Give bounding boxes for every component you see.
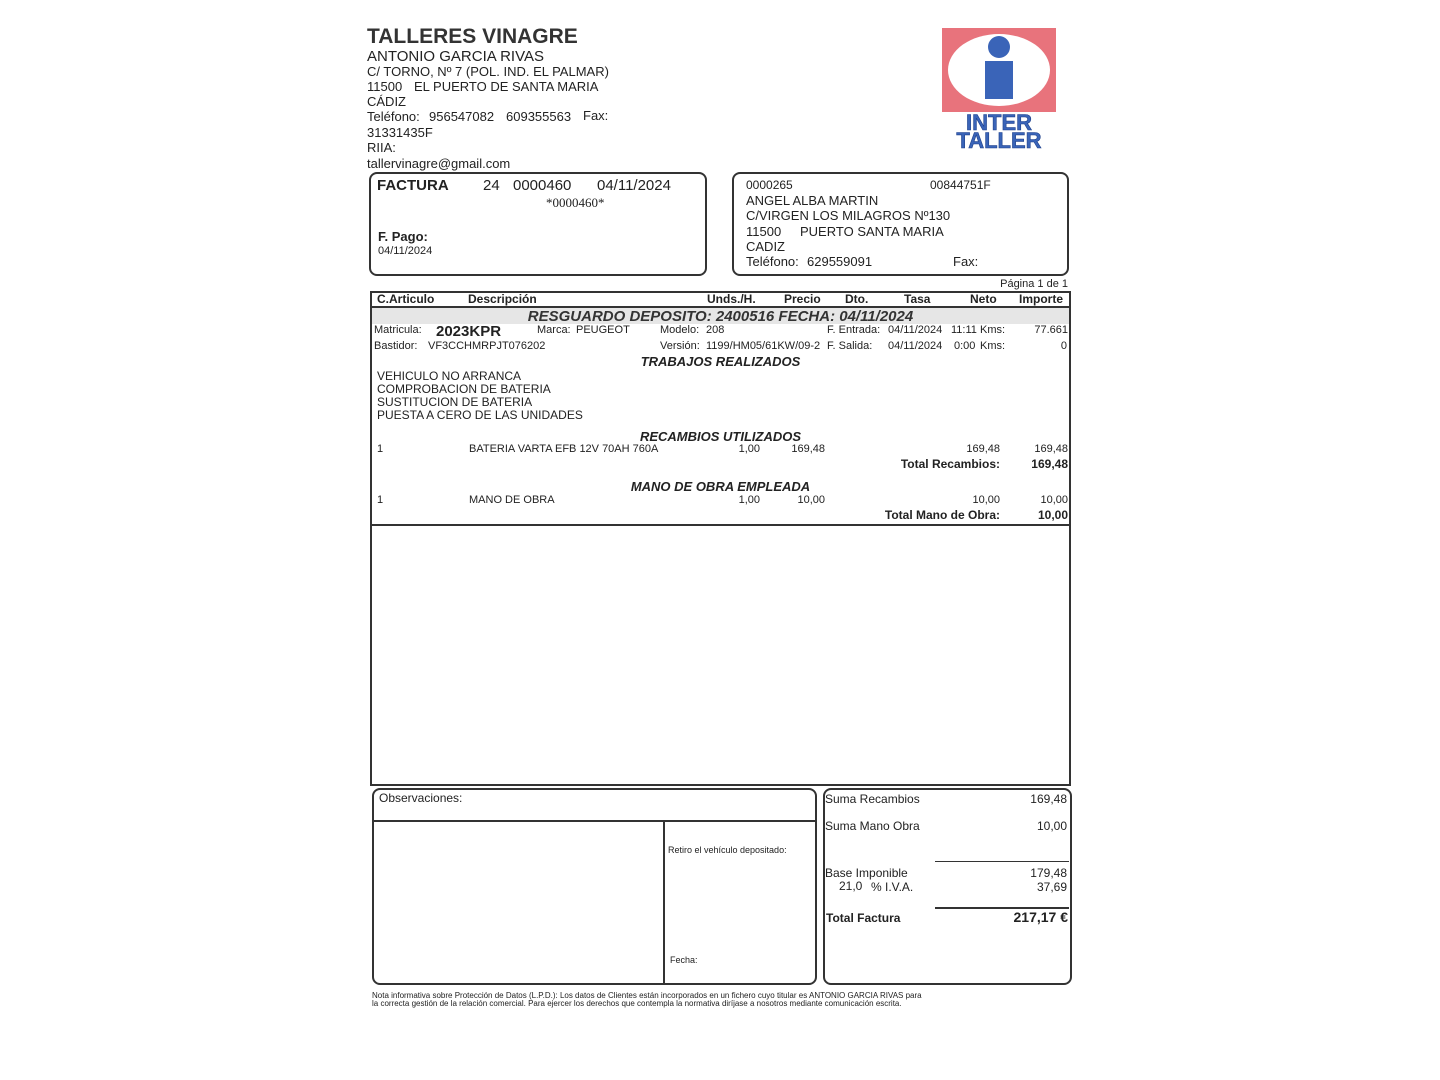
observations-label: Observaciones: (379, 791, 463, 805)
work-title: TRABAJOS REALIZADOS (640, 354, 801, 369)
chassis-label: Bastidor: (374, 340, 418, 352)
col-amount: Importe (1019, 292, 1064, 306)
company-email: tallervinagre@gmail.com (367, 156, 511, 171)
invoice-number: 0000460 (513, 177, 572, 194)
privacy-note-line-2: la correcta gestión de la relación comercial. Para ejercer los derechos que contempla la normativa diríjase a nosotros mediante comunicación escrita. (372, 999, 902, 1008)
observations-divider (372, 820, 817, 822)
col-code: C.Articulo (377, 292, 435, 306)
part-price: 169,48 (791, 443, 825, 455)
exit-km: 0 (1060, 340, 1067, 352)
labor-net: 10,00 (972, 494, 1000, 506)
company-phone-2: 609355563 (506, 109, 572, 124)
customer-code: 0000265 (746, 178, 793, 192)
payment-date: 04/11/2024 (378, 245, 433, 257)
sum-labor: 10,00 (1036, 819, 1067, 833)
customer-tax-id: 00844751F (930, 178, 991, 192)
chassis-value: VF3CCHMRPJT076202 (428, 340, 546, 352)
exit-time: 0:00 (954, 340, 976, 352)
logo-text-line-1: INTER (966, 110, 1032, 135)
entry-km: 77.661 (1034, 324, 1068, 336)
sum-parts-label: Suma Recambios (825, 792, 920, 806)
part-code: 1 (377, 443, 384, 455)
labor-total-label: Total Mano de Obra: (884, 508, 1000, 522)
company-postcode: 11500 (367, 79, 403, 94)
col-net: Neto (970, 292, 997, 306)
customer-fax-label: Fax: (953, 254, 979, 269)
vat-label: % I.V.A. (871, 880, 914, 894)
pickup-label: Retiro el vehículo depositado: (668, 845, 787, 855)
part-net: 169,48 (966, 443, 1000, 455)
entry-km-label: Kms: (980, 324, 1006, 336)
labor-code: 1 (377, 494, 384, 506)
make-label: Marca: (537, 324, 571, 336)
detail-bottom-divider (370, 524, 1071, 526)
part-units: 1,00 (738, 443, 760, 455)
observations-box (372, 788, 817, 985)
part-description: BATERIA VARTA EFB 12V 70AH 760A (469, 443, 659, 455)
labor-units: 1,00 (738, 494, 760, 506)
customer-phone-label: Teléfono: (746, 254, 799, 269)
company-riia-label: RIIA: (367, 140, 396, 155)
labor-description: MANO DE OBRA (469, 494, 555, 506)
entry-time: 11:11 (951, 324, 977, 336)
exit-date: 04/11/2024 (888, 340, 943, 352)
company-tax-id: 31331435F (367, 125, 433, 140)
model-label: Modelo: (660, 324, 700, 336)
deposit-title: RESGUARDO DEPOSITO: 2400516 FECHA: 04/11/2024 (527, 308, 914, 325)
col-units: Unds./H. (707, 292, 756, 306)
labor-title: MANO DE OBRA EMPLEADA (630, 479, 811, 494)
invoice-barcode-text: *0000460* (546, 195, 605, 210)
base-rule (935, 861, 1069, 862)
company-name: TALLERES VINAGRE (367, 25, 578, 48)
company-phone-1: 956547082 (429, 109, 495, 124)
make-value: PEUGEOT (576, 324, 630, 336)
invoice-label: FACTURA (377, 177, 449, 194)
customer-phone: 629559091 (807, 254, 873, 269)
logo-text-line-2: TALLER (956, 128, 1042, 150)
entry-date-label: F. Entrada: (827, 324, 881, 336)
company-owner: ANTONIO GARCIA RIVAS (367, 48, 544, 65)
parts-title: RECAMBIOS UTILIZADOS (639, 429, 802, 444)
col-price: Precio (784, 292, 821, 306)
company-city: EL PUERTO DE SANTA MARIA (414, 79, 599, 94)
plate-value: 2023KPR (436, 323, 502, 340)
exit-km-label: Kms: (980, 340, 1006, 352)
labor-amount: 10,00 (1040, 494, 1068, 506)
customer-city: PUERTO SANTA MARIA (800, 224, 944, 239)
total-value: 217,17 € (1013, 909, 1068, 925)
observations-vertical-divider (663, 820, 665, 984)
company-province: CÁDIZ (367, 94, 406, 109)
page-indicator: Página 1 de 1 (1000, 278, 1068, 290)
part-amount: 169,48 (1034, 443, 1068, 455)
pickup-date-label: Fecha: (670, 955, 698, 965)
labor-total: 10,00 (1037, 508, 1068, 522)
labor-price: 10,00 (797, 494, 825, 506)
work-line: COMPROBACION DE BATERIA (377, 382, 551, 396)
invoice-date: 04/11/2024 (597, 177, 671, 194)
version-label: Versión: (660, 340, 700, 352)
work-line: PUESTA A CERO DE LAS UNIDADES (377, 408, 583, 422)
col-description: Descripción (468, 292, 537, 306)
vat-rate: 21,0 (839, 879, 863, 893)
company-fax-label: Fax: (583, 108, 609, 123)
privacy-note-line-1: Nota informativa sobre Protección de Datos (L.P.D.): Los datos de Clientes están incorporados en un fichero cuyo titular es ANTONIO GARCIA RIVAS para (372, 991, 922, 1000)
col-discount: Dto. (845, 292, 869, 306)
work-line: SUSTITUCION DE BATERIA (377, 395, 533, 409)
parts-total: 169,48 (1031, 457, 1068, 471)
customer-province: CADIZ (746, 239, 785, 254)
customer-postcode: 11500 (746, 224, 782, 239)
parts-total-label: Total Recambios: (900, 457, 1000, 471)
company-phone-label: Teléfono: (367, 109, 420, 124)
vat-value: 37,69 (1036, 880, 1067, 894)
customer-address: C/VIRGEN LOS MILAGROS Nº130 (746, 208, 951, 223)
sum-labor-label: Suma Mano Obra (825, 819, 920, 833)
total-label: Total Factura (826, 911, 901, 925)
col-rate: Tasa (904, 292, 931, 306)
invoice-series: 24 (483, 177, 500, 194)
entry-date: 04/11/2024 (888, 324, 943, 336)
payment-label: F. Pago: (378, 229, 428, 244)
base-label: Base Imponible (825, 866, 908, 880)
model-value: 208 (706, 324, 725, 336)
work-line: VEHICULO NO ARRANCA (377, 369, 522, 383)
sum-parts: 169,48 (1030, 792, 1067, 806)
customer-name: ANGEL ALBA MARTIN (746, 193, 879, 208)
intertaller-logo (940, 26, 1058, 150)
exit-date-label: F. Salida: (827, 340, 873, 352)
plate-label: Matricula: (374, 324, 422, 336)
company-street: C/ TORNO, Nº 7 (POL. IND. EL PALMAR) (367, 64, 609, 79)
version-value: 1199/HM05/61KW/09-2 (706, 340, 821, 352)
base-value: 179,48 (1030, 866, 1067, 880)
